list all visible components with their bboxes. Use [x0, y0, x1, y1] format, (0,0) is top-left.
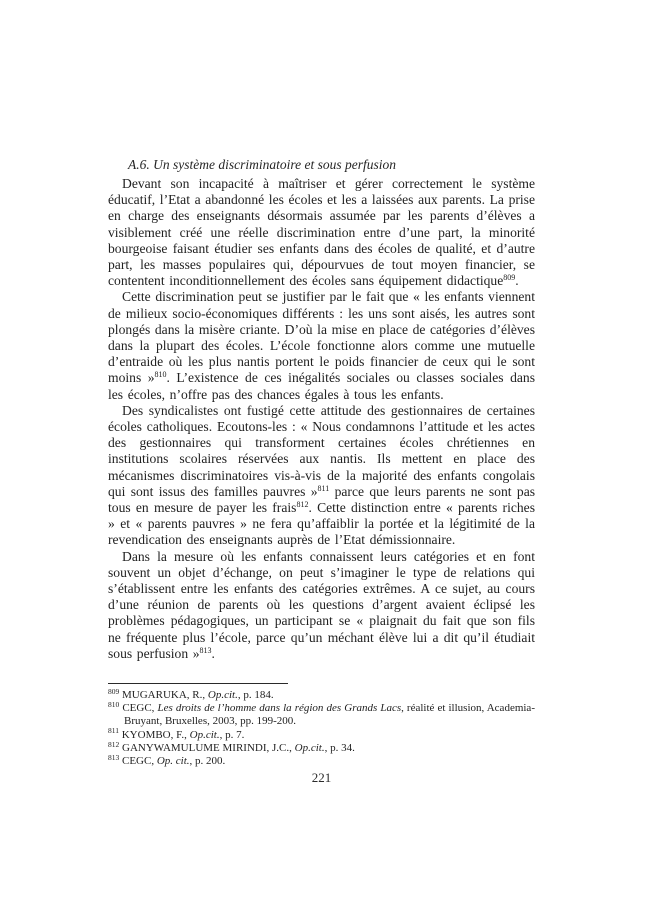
- page-number: 221: [311, 770, 332, 785]
- footnote-separator: [108, 683, 288, 684]
- page-content: [108, 156, 535, 662]
- footnote-812: $^{812}$ GANYWAMULUME MIRINDI, J.C., Op.cit., p. 34.: [108, 739, 355, 754]
- section-heading: A.6. Un système discriminatoire et sous perfusion: [128, 157, 396, 172]
- body-paragraph-2: Cette discrimination peut se justifier par le fait que « les enfants viennent de milieux socio-économiques différents : les uns sont aisés, les autres sont plongés dans la misère criante. D’où la mise en place de catégories d’élèves dans la plupart des écoles. L’école fonctionne alors comme une mutuelle d’entraide où les plus nantis portent le poids financier de ceux qui le sont moins »$^{810}$. L’existence de ces inégalités sociales ou classes sociales dans les écoles, n’offre pas des chances égales à tous les enfants.: [108, 289, 535, 402]
- body-paragraph-4: Dans la mesure où les enfants connaissent leurs catégories et en font souvent un objet d’échange, on peut s’imaginer le type de relations qui s’établissent entre les enfants des catégories extrêmes. A ce sujet, au cours d’une réunion de parents où les questions d’argent avaient éclipsé les problèmes pédagogiques, un participant se « plaignait du fait que son fils ne fréquente plus l’école, parce qu’un méchant élève lui a dit qu’il étudiait sous perfusion »$^{813}$.: [108, 548, 535, 661]
- footnote-811: $^{811}$ KYOMBO, F., Op.cit., p. 7.: [108, 726, 245, 741]
- footnote-813: $^{813}$ CEGC, Op. cit., p. 200.: [108, 752, 226, 768]
- body-paragraph-3: Des syndicalistes ont fustigé cette attitude des gestionnaires de certaines écoles catholiques. Ecoutons-les : « Nous condamnons l’attitude et les actes des gestionnaires qui transforment certaines écoles chrétiennes en institutions scolaires réservées aux nantis. Ils mettent en place des mécanismes discriminatoires vis-à-vis de la majorité des enfants congolais qui sont issus des familles pauvres »$^{811}$ parce que leurs parents ne sont pas tous en mesure de payer les frais$^{812}$. Cette distinction entre « parents riches » et « parents pauvres » ne fera qu’affaiblir la portée et la légitimité de la revendication des enseignants auprès de l’Etat démissionnaire.: [108, 402, 536, 548]
- footnote-809: $^{809}$ MUGARUKA, R., Op.cit., p. 184.: [108, 686, 274, 701]
- footnote-810: $^{810}$ CEGC, Les droits de l’homme dans la région des Grands Lacs, réalité et illusion, Academia-Bruyant, Bruxelles, 2003, pp. 199-200.: [108, 700, 535, 728]
- footnotes-block: [108, 686, 535, 768]
- body-paragraph-1: Devant son incapacité à maîtriser et gérer correctement le système éducatif, l’Etat a abandonné les écoles et les a laissées aux parents. La prise en charge des enseignants désormais assumée par les parents d’élèves a visiblement créé une réelle discrimination entre d’une part, la minorité bourgeoise faisant étudier ses enfants dans des écoles de qualité, et d’autre part, les masses populaires qui, dépourvues de tout moyen financier, se contentent inconditionnellement des écoles sans équipement didactique$^{809}$.: [108, 176, 535, 289]
